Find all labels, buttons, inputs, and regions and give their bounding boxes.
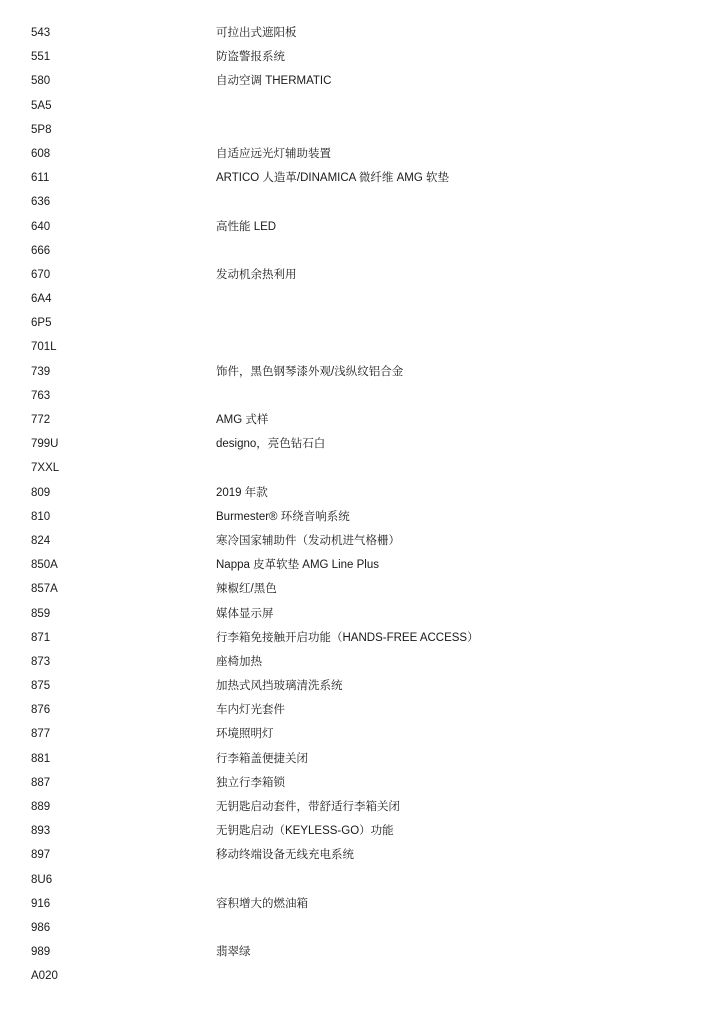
- option-code: 772: [31, 414, 51, 426]
- option-description: 媒体显示屏: [216, 607, 274, 620]
- option-code: 824: [31, 534, 51, 547]
- option-description: designo，亮色钻石白: [216, 438, 326, 451]
- list-item: [0, 456, 720, 480]
- list-item: [0, 795, 720, 819]
- option-description: 高性能 LED: [216, 220, 277, 233]
- option-description: Nappa 皮革软垫 AMG Line Plus: [216, 559, 379, 572]
- list-item: [0, 529, 720, 553]
- option-description: 环境照明灯: [216, 728, 274, 741]
- option-code: 887: [31, 776, 51, 789]
- option-code: 893: [31, 825, 51, 838]
- list-item: [0, 964, 720, 988]
- list-item: [0, 118, 720, 142]
- option-code: 739: [31, 365, 51, 378]
- list-item: [0, 747, 720, 771]
- option-code: 608: [31, 147, 51, 160]
- list-item: [0, 940, 720, 964]
- option-code: 857A: [31, 583, 58, 596]
- option-description: 辣椒红/黑色: [216, 583, 277, 596]
- option-description: 加热式风挡玻璃清洗系统: [216, 680, 343, 693]
- option-description: 寒冷国家辅助件（发动机进气格栅）: [216, 534, 400, 547]
- list-item: [0, 868, 720, 892]
- list-item: [0, 45, 720, 69]
- option-code: 986: [31, 921, 51, 934]
- option-code: 881: [31, 752, 51, 765]
- option-description: 饰件，黑色钢琴漆外观/浅纵纹铝合金: [216, 365, 404, 378]
- list-item: [0, 553, 720, 577]
- option-description: 行李箱盖便捷关闭: [216, 752, 308, 765]
- option-description: 发动机余热利用: [216, 268, 297, 281]
- option-code: 580: [31, 75, 51, 88]
- option-description: 防盗警报系统: [216, 51, 285, 64]
- option-code-list: [0, 21, 720, 989]
- list-item: [0, 190, 720, 214]
- list-item: [0, 69, 720, 93]
- option-description: 可拉出式遮阳板: [216, 27, 297, 39]
- option-description: 独立行李箱锁: [216, 776, 285, 789]
- option-description: 自动空调 THERMATIC: [216, 75, 332, 88]
- list-item: [0, 916, 720, 940]
- option-code: 873: [31, 655, 51, 668]
- option-code: 897: [31, 849, 51, 862]
- option-description: 车内灯光套件: [216, 704, 285, 717]
- option-code: 701L: [31, 341, 57, 354]
- option-description: 无钥匙启动套件，带舒适行李箱关闭: [216, 801, 400, 813]
- option-description: 容积增大的燃油箱: [216, 897, 308, 910]
- list-item: [0, 626, 720, 650]
- option-code: 859: [31, 607, 51, 620]
- option-code: 6A4: [31, 293, 52, 306]
- list-item: [0, 94, 720, 118]
- option-description: 2019 年款: [216, 486, 268, 499]
- list-item: [0, 577, 720, 601]
- list-item: [0, 481, 720, 505]
- list-item: [0, 408, 720, 432]
- option-code: 8U6: [31, 873, 53, 886]
- list-item: [0, 674, 720, 698]
- option-code: 876: [31, 704, 51, 717]
- option-code: 889: [31, 801, 51, 813]
- list-item: [0, 432, 720, 456]
- option-code: 877: [31, 728, 51, 741]
- option-code: 551: [31, 51, 51, 64]
- option-code: 5A5: [31, 99, 52, 112]
- option-code: 871: [31, 631, 51, 644]
- option-code: 5P8: [31, 123, 52, 136]
- option-code: 640: [31, 220, 51, 233]
- list-item: [0, 505, 720, 529]
- list-item: [0, 384, 720, 408]
- list-item: [0, 215, 720, 239]
- list-item: [0, 892, 720, 916]
- list-item: [0, 698, 720, 722]
- option-code: 809: [31, 486, 51, 499]
- list-item: [0, 360, 720, 384]
- list-item: [0, 21, 720, 45]
- list-item: [0, 287, 720, 311]
- list-item: [0, 843, 720, 867]
- option-code: 611: [31, 172, 50, 185]
- list-item: [0, 335, 720, 359]
- option-code: 666: [31, 244, 51, 257]
- list-item: [0, 819, 720, 843]
- option-code: 916: [31, 897, 51, 910]
- list-item: [0, 722, 720, 746]
- list-item: [0, 650, 720, 674]
- option-description: 行李箱免接触开启功能（HANDS-FREE ACCESS）: [216, 631, 479, 644]
- list-item: [0, 239, 720, 263]
- option-code: 636: [31, 196, 51, 209]
- option-description: AMG 式样: [216, 414, 269, 426]
- option-description: 翡翠绿: [216, 946, 251, 959]
- option-code: A020: [31, 970, 58, 983]
- option-description: ARTICO 人造革/DINAMICA 微纤维 AMG 软垫: [216, 172, 449, 185]
- option-code: 799U: [31, 438, 59, 451]
- option-code: 6P5: [31, 317, 52, 330]
- option-code: 763: [31, 389, 51, 402]
- option-code: 670: [31, 268, 51, 281]
- list-item: [0, 311, 720, 335]
- option-description: 移动终端设备无线充电系统: [216, 849, 354, 862]
- option-description: Burmester® 环绕音响系统: [216, 510, 350, 523]
- list-item: [0, 771, 720, 795]
- option-code: 7XXL: [31, 462, 60, 475]
- option-description: 自适应远光灯辅助装置: [216, 147, 331, 160]
- option-code: 810: [31, 510, 51, 523]
- option-description: 座椅加热: [216, 655, 262, 668]
- list-item: [0, 602, 720, 626]
- list-item: [0, 142, 720, 166]
- option-code: 875: [31, 680, 51, 693]
- option-code: 850A: [31, 559, 58, 572]
- option-description: 无钥匙启动（KEYLESS-GO）功能: [216, 825, 394, 838]
- list-item: [0, 263, 720, 287]
- option-code: 989: [31, 946, 51, 959]
- list-item: [0, 166, 720, 190]
- option-code: 543: [31, 27, 51, 39]
